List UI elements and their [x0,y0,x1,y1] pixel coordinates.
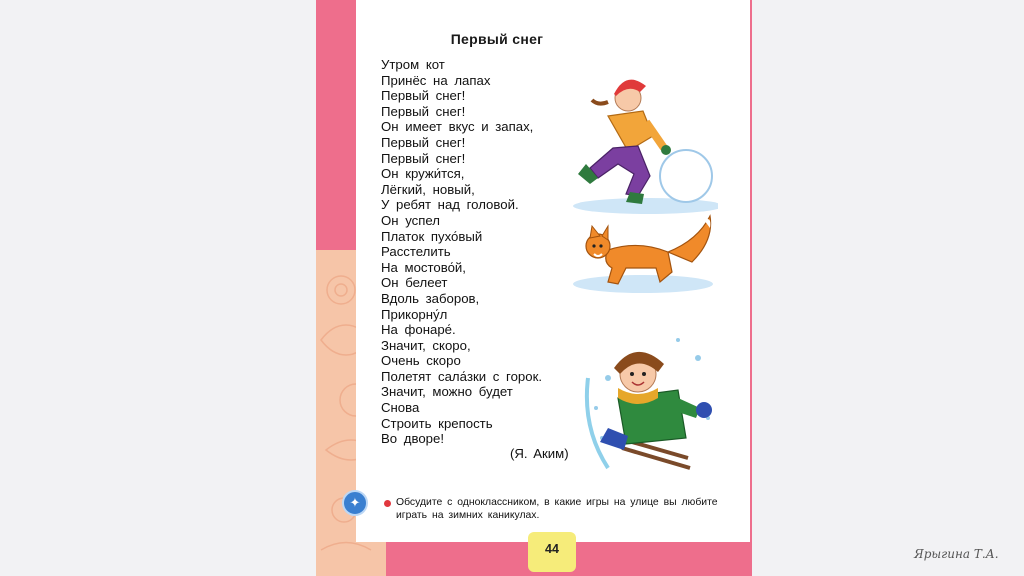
poem-line: Первый снег! [381,88,466,104]
poem-line: У ребят над головой. [381,197,519,213]
poem-line: Он кружи́тся, [381,166,465,182]
poem-author: (Я. Аким) [510,446,569,461]
poem-line: Первый снег! [381,134,466,150]
poem-line: Значит, скоро, [381,337,471,353]
page-number: 44 [528,532,576,572]
poem-line: Снова [381,400,420,416]
poem-line: На фонаре́. [381,322,456,338]
poem-line: Утром кот [381,57,445,72]
poem-text [381,57,542,447]
slide-left-margin [0,0,316,576]
poem-line: Лёгкий, новый, [381,181,475,197]
textbook-spread [316,0,752,576]
poem-line: Он белеет [381,275,448,291]
poem-line: На мостово́й, [381,259,466,275]
poem-line: Расстелить [381,244,451,260]
poem-line: Вдоль заборов, [381,290,480,306]
poem-line: Он успел [381,212,440,228]
poem-line: Принёс на лапах [381,72,491,88]
poem-line: Первый снег! [381,103,466,119]
task-bullet [384,500,391,507]
slide-right-margin [752,0,1024,576]
poem-line: Платок пухо́вый [381,228,483,244]
poem-line: Строить крепость [381,415,493,431]
poem-line: Прикорну́л [381,306,448,322]
child-rolling-snowball-illustration [568,56,718,216]
author-signature: Ярыгина Т.А. [914,547,999,561]
boy-on-sled-illustration [578,318,728,478]
poem-line: Значит, можно будет [381,384,513,400]
task-text: Обсудите с одноклассником, в какие игры на улице вы любите играть на зимних каникулах. [396,497,718,521]
poem-line: Во дворе! [381,431,445,447]
poem-line: Он имеет вкус и запах, [381,119,534,135]
poem-line: Первый снег! [381,150,466,166]
orange-cat-illustration [568,210,718,295]
pair-work-icon: ✦ [342,490,368,516]
poem-line: Полетят сала́зки с горок. [381,368,543,384]
poem-line: Очень скоро [381,353,461,369]
poem-title: Первый снег [450,31,544,47]
book-page [349,0,750,542]
